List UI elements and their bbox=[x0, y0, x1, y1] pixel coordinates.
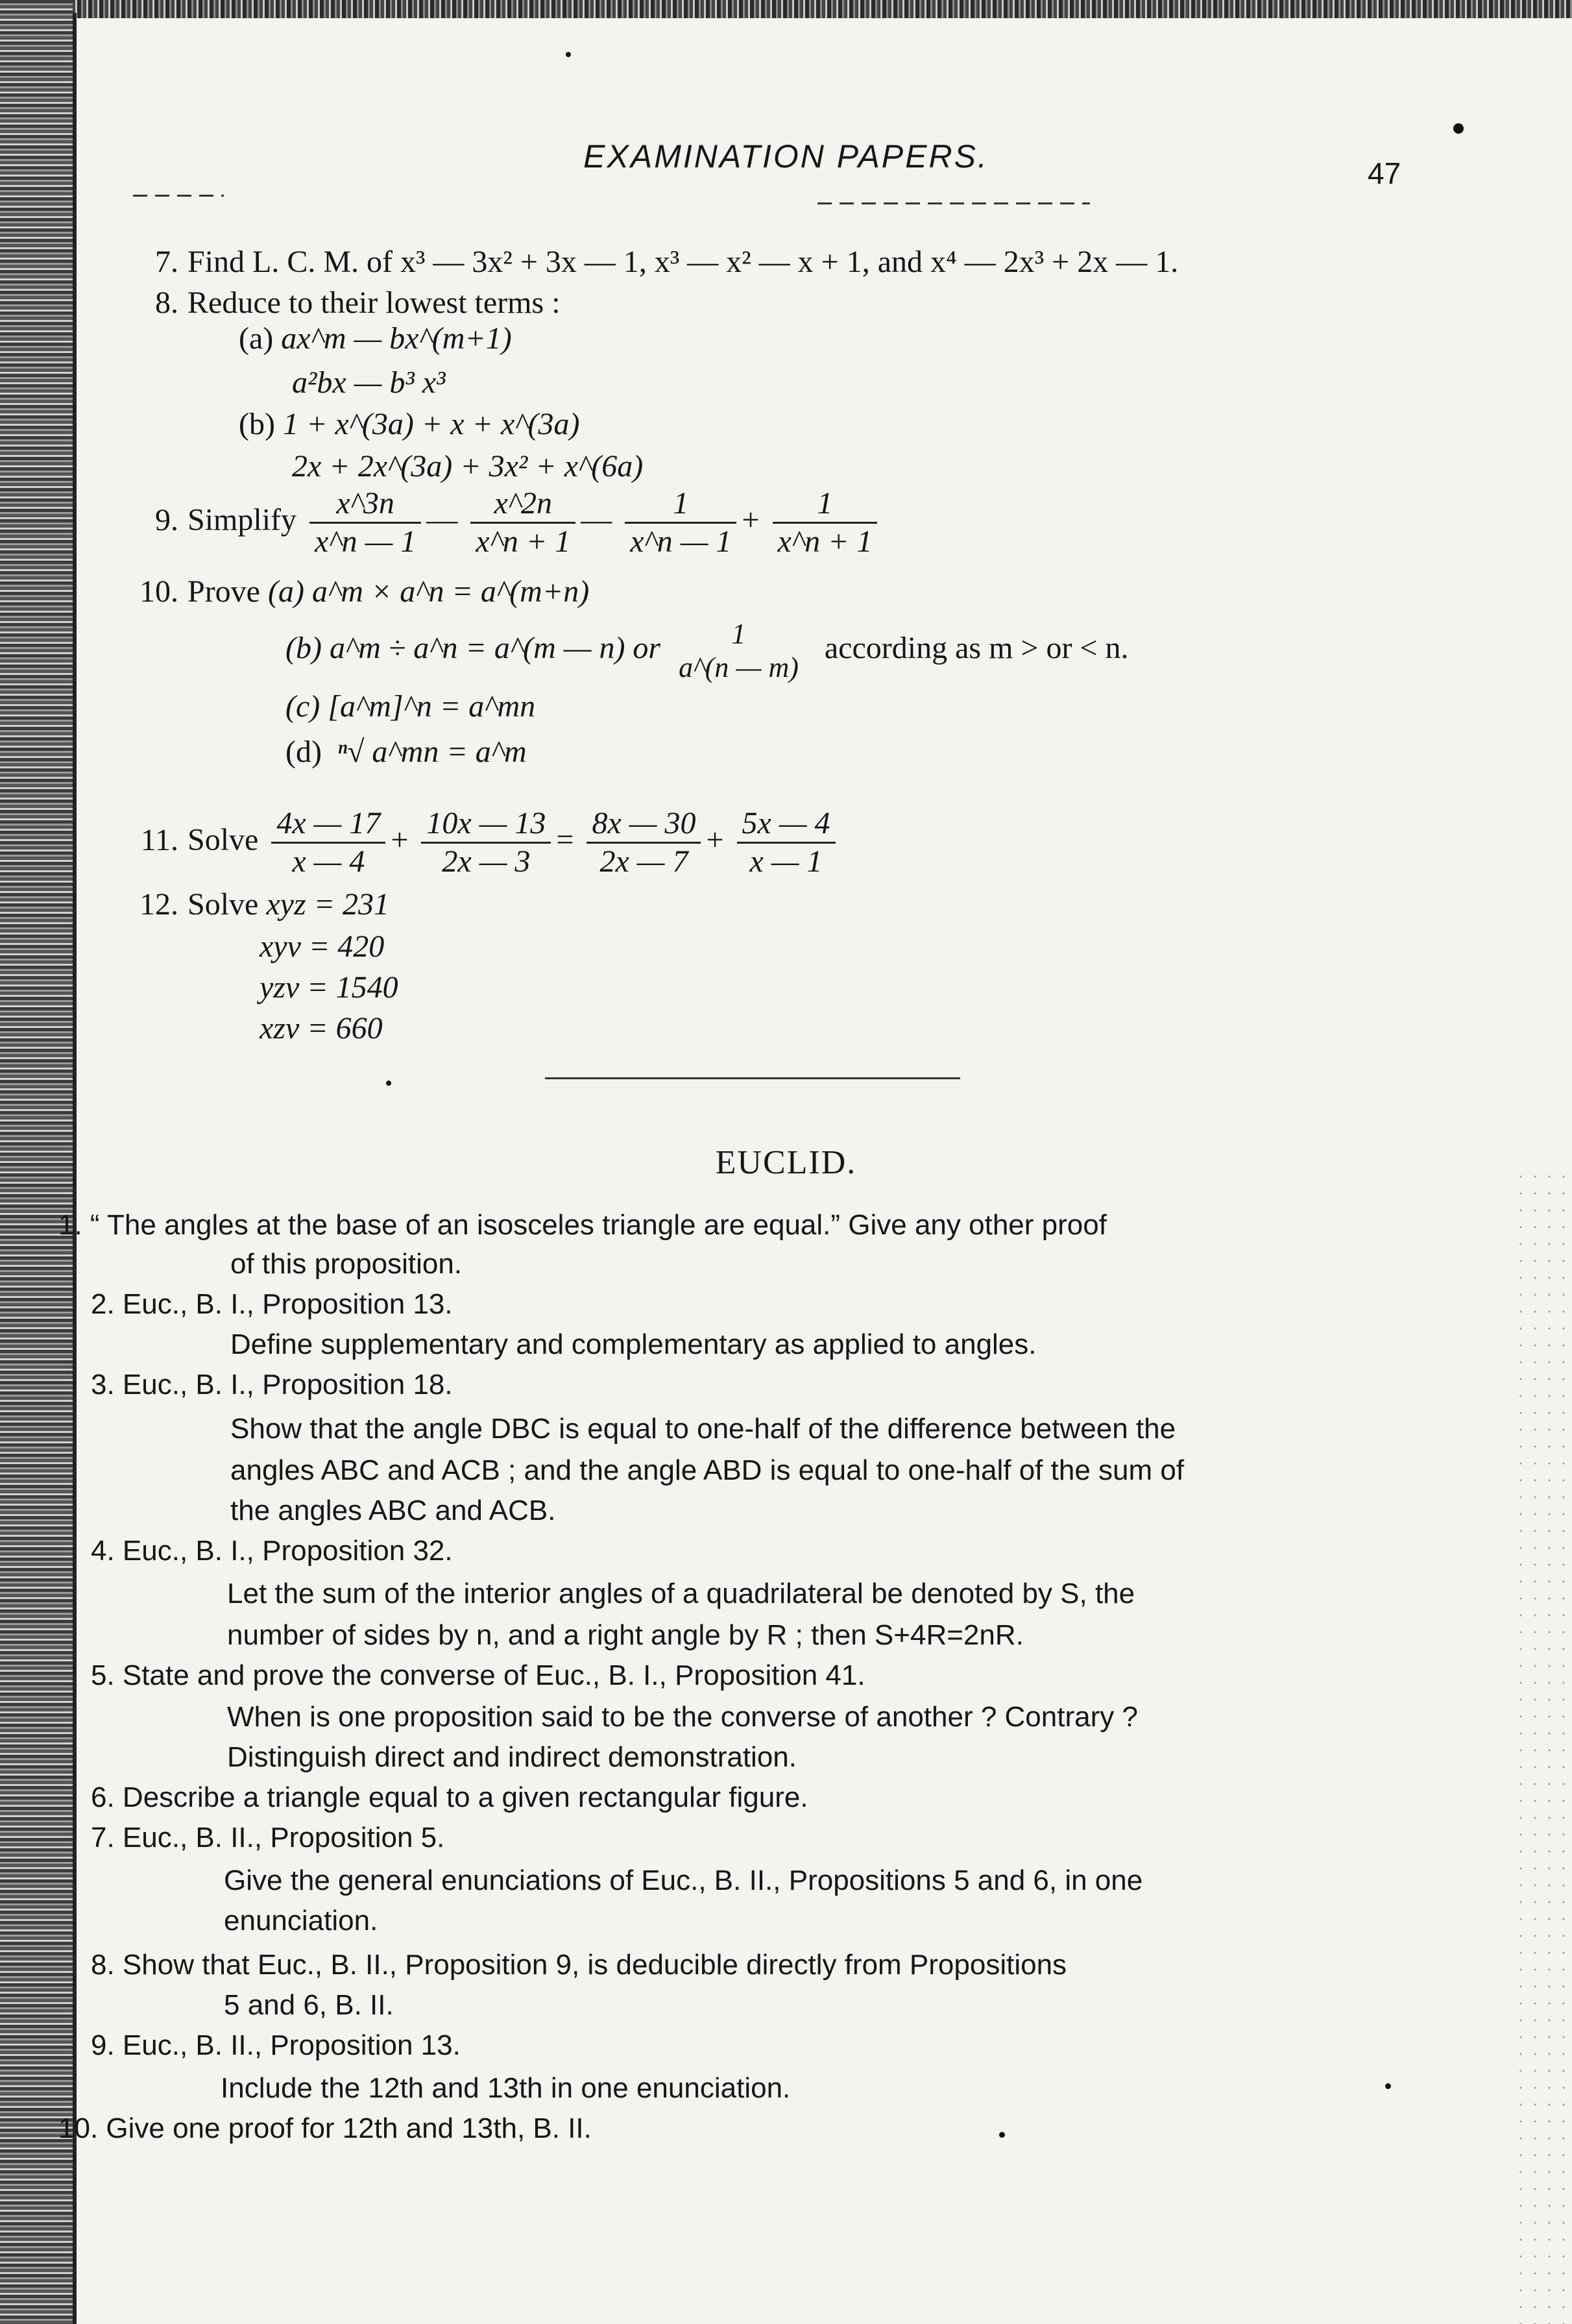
ink-speck bbox=[1453, 123, 1464, 134]
euclid-line: When is one proposition said to be the converse of another ? Contrary ? bbox=[227, 1701, 1138, 1733]
section-title-euclid: EUCLID. bbox=[715, 1144, 857, 1181]
question-12-eq3: yzv = 1540 bbox=[260, 970, 398, 1005]
euclid-line: Give the general enunciations of Euc., B. II., Propositions 5 and 6, in one bbox=[224, 1865, 1143, 1896]
euclid-line: 8. Show that Euc., B. II., Proposition 9, is deducible directly from Propositions bbox=[91, 1949, 1067, 1981]
question-12-eq2: xyv = 420 bbox=[260, 929, 385, 964]
header-rule-left bbox=[133, 195, 224, 197]
question-8: 8. Reduce to their lowest terms : bbox=[155, 286, 561, 320]
euclid-line: 1. “ The angles at the base of an isosceles triangle are equal.” Give any other proof bbox=[58, 1209, 1107, 1241]
euclid-line: Distinguish direct and indirect demonstration. bbox=[227, 1741, 797, 1773]
binding-top-edge bbox=[0, 0, 1572, 18]
euclid-line: 9. Euc., B. II., Proposition 13. bbox=[91, 2029, 461, 2061]
euclid-line: Define supplementary and complementary as applied to angles. bbox=[230, 1328, 1037, 1360]
question-8-text: Reduce to their lowest terms : bbox=[187, 286, 561, 320]
question-9: 9. Simplify $\frac{x\^{}3n}{x\^{}n — 1}$ — $\frac{x\^{}2n}{x\^{}n + 1}$ — $\frac{1}{x\^{}n — 1}$ + $\frac{1}{x\^{}n + 1}$ bbox=[123, 488, 882, 557]
question-10b: (b) a^m ÷ a^n = a^(m — n) or 1 a^(n — m) according as m > or < n. bbox=[285, 618, 1129, 683]
question-10: 10. Prove (a) a^m × a^n = a^(m+n) bbox=[139, 574, 590, 609]
question-8b-numerator: (b) 1 + x^(3a) + x + x^(3a) bbox=[239, 407, 580, 441]
question-12: 12. Solve xyz = 231 bbox=[139, 887, 390, 922]
euclid-line: 5 and 6, B. II. bbox=[224, 1989, 394, 2021]
fraction-2: $\frac{x\^{}2n}{x\^{}n + 1}$ bbox=[470, 488, 575, 557]
question-7-text: Find L. C. M. of x³ — 3x² + 3x — 1, x³ — x² — x + 1, and x⁴ — 2x³ + 2x — 1. bbox=[187, 245, 1179, 279]
ink-speck bbox=[566, 52, 571, 57]
page-number: 47 bbox=[1368, 156, 1401, 190]
question-10d: (d) ⁿ√ a^mn = a^m bbox=[285, 735, 527, 769]
euclid-line: 2. Euc., B. I., Proposition 13. bbox=[91, 1288, 453, 1320]
question-7: 7. Find L. C. M. of x³ — 3x² + 3x — 1, x³ — x² — x + 1, and x⁴ — 2x³ + 2x — 1. bbox=[155, 245, 1179, 279]
euclid-line: the angles ABC and ACB. bbox=[230, 1495, 556, 1526]
ink-speck bbox=[1385, 2083, 1391, 2089]
euclid-line: number of sides by n, and a right angle by R ; then S+4R=2nR. bbox=[227, 1619, 1024, 1651]
euclid-line: 6. Describe a triangle equal to a given rectangular figure. bbox=[91, 1781, 808, 1813]
running-header: EXAMINATION PAPERS. bbox=[583, 138, 989, 175]
page-speckle bbox=[1514, 1168, 1572, 2324]
fraction-11-2: $\frac{10x — 13}{2x — 3}$ bbox=[421, 808, 551, 877]
euclid-line: 10. Give one proof for 12th and 13th, B. II. bbox=[58, 2112, 592, 2144]
fraction-11-3: $\frac{8x — 30}{2x — 7}$ bbox=[586, 808, 701, 877]
fraction-11-4: $\frac{5x — 4}{x — 1}$ bbox=[737, 808, 836, 877]
question-12-eq4: xzv = 660 bbox=[260, 1011, 383, 1046]
question-10c: (c) [a^m]^n = a^mn bbox=[285, 689, 536, 724]
ink-speck bbox=[999, 2132, 1005, 2138]
euclid-line: 3. Euc., B. I., Proposition 18. bbox=[91, 1369, 453, 1401]
euclid-line: 4. Euc., B. I., Proposition 32. bbox=[91, 1535, 453, 1567]
question-11: 11. Solve $\frac{4x — 17}{x — 4}$ + $\frac{10x — 13}{2x — 3}$ = $\frac{8x — 30}{2x — 7}$ + $\frac{5x — 4}{x — 1}$ bbox=[123, 808, 841, 877]
fraction-1: $\frac{x\^{}3n}{x\^{}n — 1}$ bbox=[309, 488, 421, 557]
euclid-line: Let the sum of the interior angles of a quadrilateral be denoted by S, the bbox=[227, 1578, 1135, 1609]
question-8a-numerator: (a) ax^m — bx^(m+1) bbox=[239, 321, 512, 356]
euclid-line: 5. State and prove the converse of Euc., B. I., Proposition 41. bbox=[91, 1659, 865, 1691]
section-divider bbox=[545, 1077, 960, 1079]
fraction-3: $\frac{1}{x\^{}n — 1}$ bbox=[625, 488, 736, 557]
ink-speck bbox=[386, 1081, 391, 1086]
question-8b-denominator: 2x + 2x^(3a) + 3x² + x^(6a) bbox=[292, 449, 644, 483]
euclid-line: Show that the angle DBC is equal to one-half of the difference between the bbox=[230, 1413, 1176, 1445]
question-8a-denominator: a²bx — b³ x³ bbox=[292, 365, 446, 400]
fraction-10b: 1 a^(n — m) bbox=[679, 618, 799, 683]
fraction-11-1: $\frac{4x — 17}{x — 4}$ bbox=[271, 808, 385, 877]
fraction-4: $\frac{1}{x\^{}n + 1}$ bbox=[773, 488, 878, 557]
euclid-line: angles ABC and ACB ; and the angle ABD is equal to one-half of the sum of bbox=[230, 1454, 1185, 1486]
euclid-line: 7. Euc., B. II., Proposition 5. bbox=[91, 1822, 445, 1853]
euclid-line: enunciation. bbox=[224, 1905, 378, 1937]
header-rule-right bbox=[817, 202, 1090, 204]
euclid-line: Include the 12th and 13th in one enunciation. bbox=[221, 2072, 791, 2104]
euclid-line: of this proposition. bbox=[230, 1248, 463, 1280]
